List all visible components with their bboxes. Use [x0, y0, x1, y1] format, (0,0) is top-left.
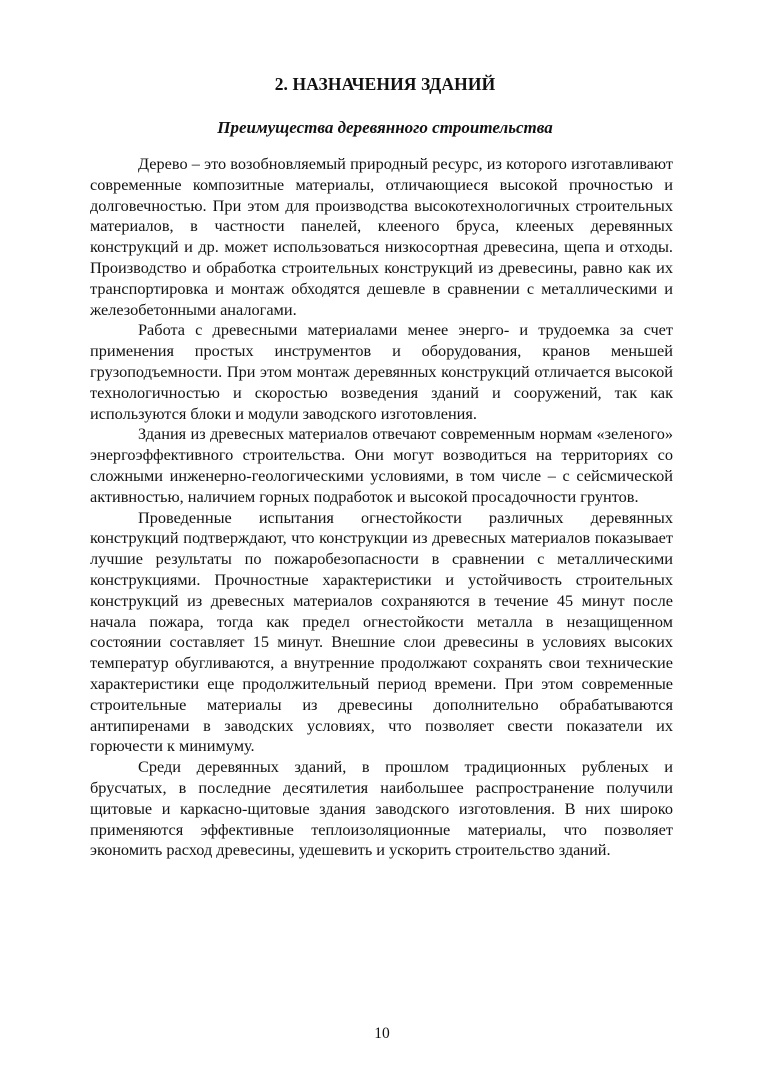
section-title: 2. НАЗНАЧЕНИЯ ЗДАНИЙ [274, 74, 496, 94]
body-text [90, 154, 673, 861]
paragraph-renewable-resource: Дерево – это возобновляемый природный ресурс, из которого изготавливают современные композитные материалы, отличающиеся высокой прочностью и долговечностью. При этом для производства высокотехнологичных строительных материалов, в частности панелей, клееного бруса, клееных деревянных конструкций и др. может использоваться низкосортная древесина, щепа и отходы. Производство и обработка строительных конструкций из древесины, равно как их транспортировка и монтаж обходятся дешевле в сравнении с металлическими и железобетонными аналогами. [90, 154, 673, 319]
paragraph-green-building: Здания из древесных материалов отвечают современным нормам «зеленого» энергоэффективного строительства. Они могут возводиться на территориях со сложными инженерно-геологическими условиями, в том числе – с сейсмической активностью, наличием горных подработок и высокой просадочности грунтов. [90, 424, 673, 506]
paragraph-work-efficiency: Работа с древесными материалами менее энерго- и трудоемка за счет применения простых инструментов и оборудования, кранов меньшей грузоподъемности. При этом монтаж деревянных конструкций отличается высокой технологичностью и скоростью возведения зданий и сооружений, так как используются блоки и модули заводского изготовления. [90, 320, 673, 423]
paragraph-panel-buildings: Среди деревянных зданий, в прошлом традиционных рубленых и брусчатых, в последние десятилетия наибольшее распространение получили щитовые и каркасно-щитовые здания заводского изготовления. В них широко применяются эффективные теплоизоляционные материалы, что позволяет экономить расход древесины, удешевить и ускорить строительство зданий. [90, 757, 673, 860]
section-subtitle: Преимущества деревянного строительства [217, 118, 553, 137]
page-number: 10 [374, 1025, 390, 1042]
paragraph-fire-resistance: Проведенные испытания огнестойкости различных деревянных конструкций подтверждают, что конструкции из древесных материалов показывает лучшие результаты по пожаробезопасности в сравнении с металлическими конструкциями. Прочностные характеристики и устойчивость строительных конструкций из древесных материалов сохраняются в течение 45 минут после начала пожара, тогда как предел огнестойкости металла в незащищенном состоянии составляет 15 минут. Внешние слои древесины в условиях высоких температур обугливаются, а внутренние продолжают сохранять свои технические характеристики еще продолжительный период времени. При этом современные строительные материалы из древесины дополнительно обрабатываются антипиренами в заводских условиях, что позволяет свести показатели их горючести к минимуму. [90, 507, 673, 756]
